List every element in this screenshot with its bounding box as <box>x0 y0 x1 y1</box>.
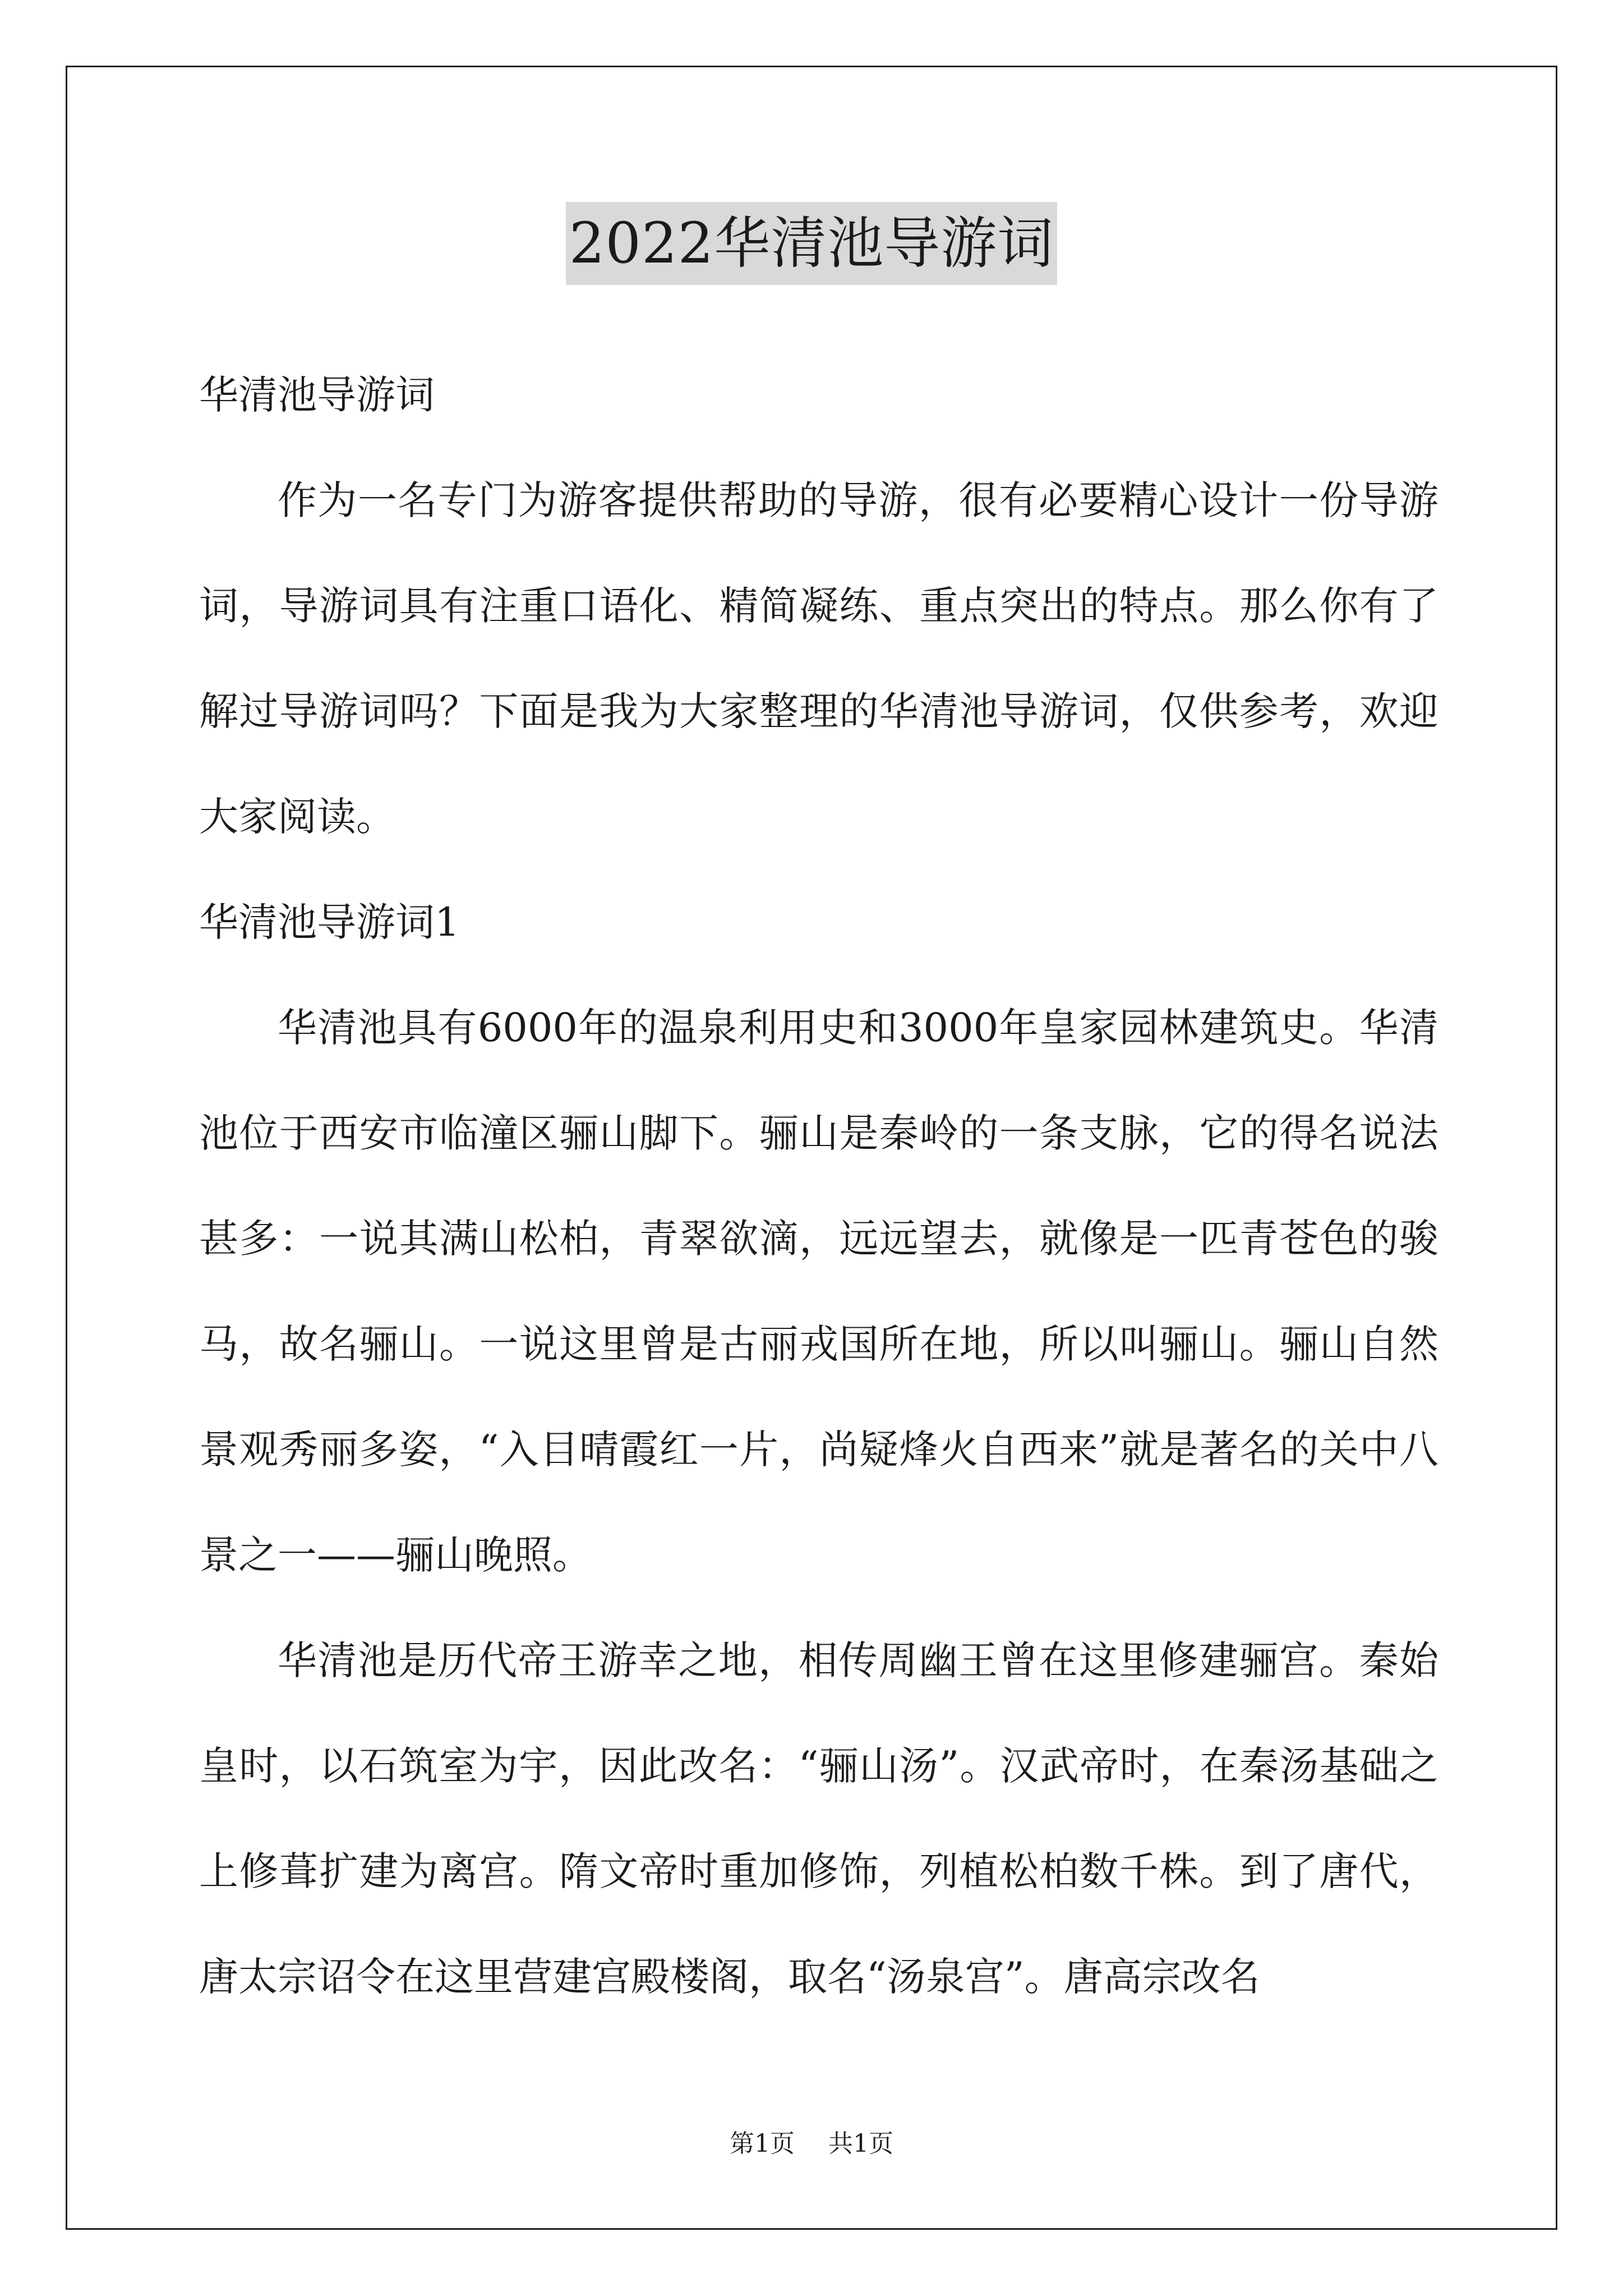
section-heading: 华清池导游词 <box>199 372 435 418</box>
page-footer <box>0 2127 1623 2161</box>
paragraph: 华清池是历代帝王游幸之地，相传周幽王曾在这里修建骊宫。秦始皇时，以石筑室为宇，因此改名：“骊山汤”。汉武帝时，在秦汤基础之上修葺扩建为离宫。隋文帝时重加修饰，列植松柏数千株。到了唐代，唐太宗诏令在这里营建宫殿楼阁，取名“汤泉宫”。唐高宗改名 <box>199 1637 1438 2000</box>
document-title: 2022华清池导游词 <box>566 202 1058 285</box>
title-container <box>0 202 1623 285</box>
paragraph: 作为一名专门为游客提供帮助的导游，很有必要精心设计一份导游词，导游词具有注重口语化、精简凝练、重点突出的特点。那么你有了解过导游词吗？下面是我为大家整理的华清池导游词，仅供参考，欢迎大家阅读。 <box>199 477 1438 840</box>
page-number: 第1页 <box>730 2129 795 2158</box>
paragraph: 华清池具有6000年的温泉利用史和3000年皇家园林建筑史。华清池位于西安市临潼区骊山脚下。骊山是秦岭的一条支脉，它的得名说法甚多：一说其满山松柏，青翠欲滴，远远望去，就像是一匹青苍色的骏马，故名骊山。一说这里曾是古丽戎国所在地，所以叫骊山。骊山自然景观秀丽多姿，“入目晴霞红一片，尚疑烽火自西来”就是著名的关中八景之一——骊山晚照。 <box>199 1005 1438 1578</box>
document-body <box>199 342 1438 2030</box>
page-total: 共1页 <box>828 2129 893 2158</box>
section-heading: 华清池导游词1 <box>199 899 460 945</box>
